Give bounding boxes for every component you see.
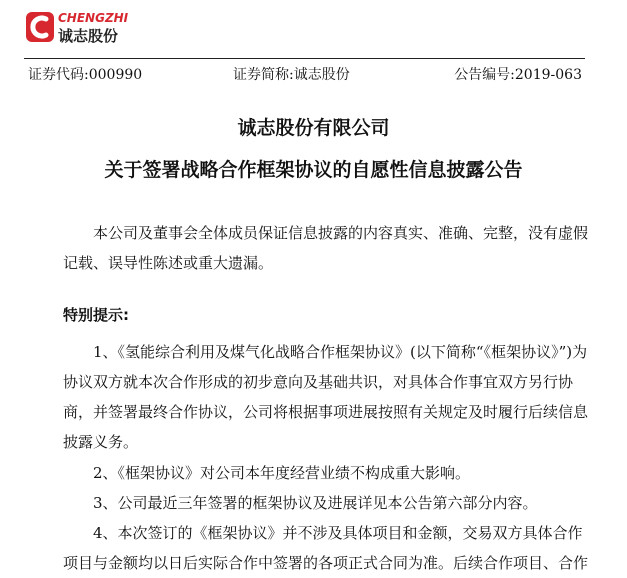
header-divider (24, 58, 585, 59)
company-title: 诚志股份有限公司 (237, 117, 390, 139)
company-logo (24, 6, 134, 48)
announcement-number: 公告编号:2019-063 (454, 67, 582, 83)
notice-point-1: 1、《氢能综合利用及煤气化战略合作框架协议》(以下简称“《框架协议》”)为协议双方就本次合作形成的初步意向及基础共识，对具体合作事宜双方另行协商，并签署最终合作协议，公司将根据事项进展按照有关规定及时履行后续信息披露义务。 (63, 343, 589, 451)
stock-code: 证券代码:000990 (28, 67, 143, 83)
special-notice-heading: 特别提示: (63, 306, 129, 324)
notice-point-2: 2、《框架协议》对公司本年度经营业绩不构成重大影响。 (93, 464, 471, 482)
disclaimer-paragraph: 本公司及董事会全体成员保证信息披露的内容真实、准确、完整，没有虚假记载、误导性陈述或重大遗漏。 (63, 224, 589, 272)
stock-abbreviation: 证券简称:诚志股份 (233, 67, 350, 83)
notice-point-4: 4、本次签订的《框架协议》并不涉及具体项目和金额，交易双方具体合作项目与金额均以日后实际合作中签署的各项正式合同为准。后续合作项目、合作 (63, 524, 589, 572)
announcement-title: 关于签署战略合作框架协议的自愿性信息披露公告 (104, 159, 523, 181)
chengzhi-logo-icon (24, 6, 134, 48)
notice-point-3: 3、公司最近三年签署的框架协议及进展详见本公告第六部分内容。 (93, 494, 538, 512)
logo-brand-cn: 诚志股份 (58, 27, 119, 45)
logo-brand-en: CHENGZHI (58, 11, 129, 25)
